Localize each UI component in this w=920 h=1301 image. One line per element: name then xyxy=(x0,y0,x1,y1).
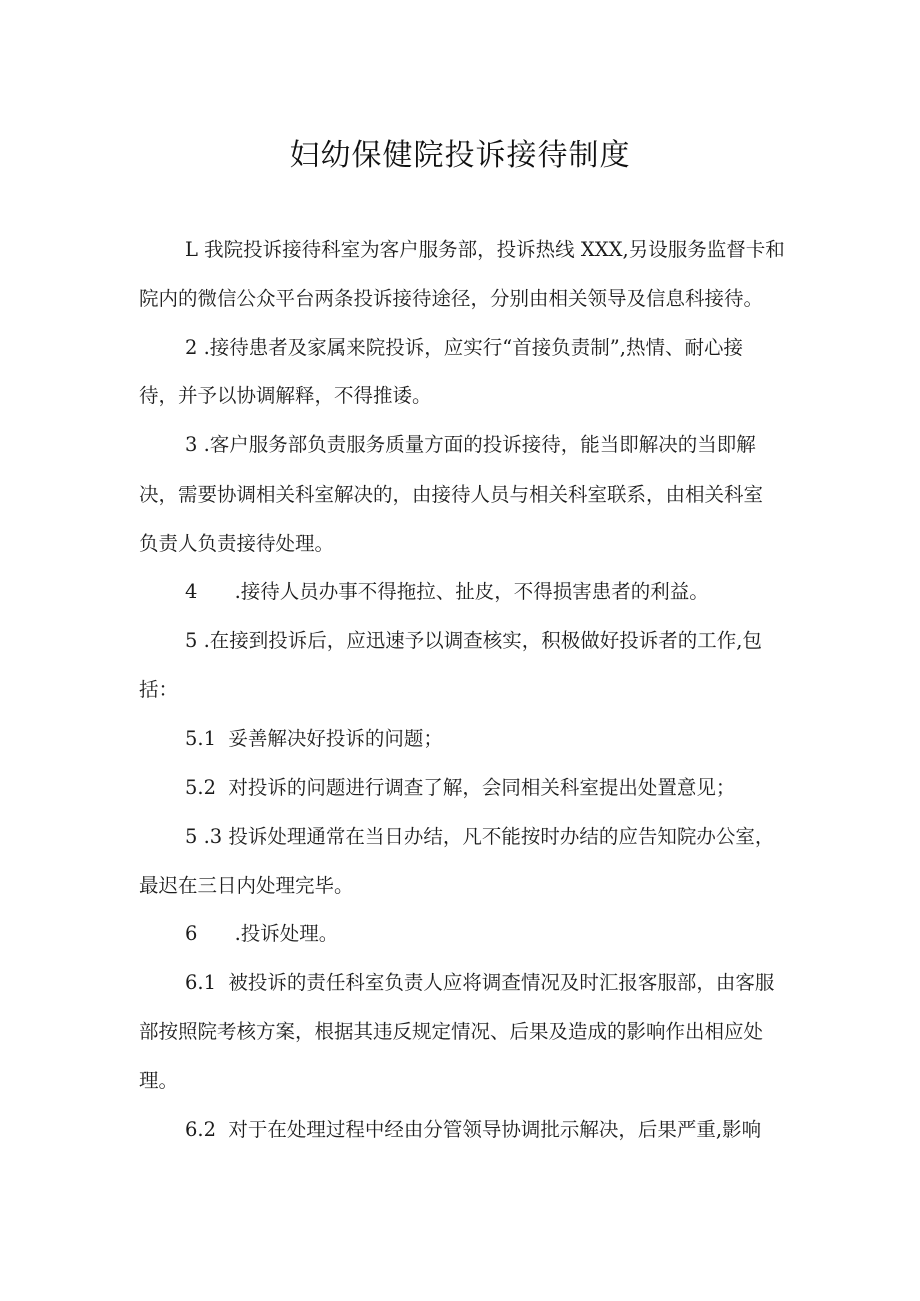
text-line: 负责人负责接待处理。 xyxy=(139,532,335,555)
text-line: 5.2 对投诉的问题进行调查了解，会同相关科室提出处置意见； xyxy=(185,776,736,799)
text-line: 5 .3 投诉处理通常在当日办结，凡不能按时办结的应告知院办公室， xyxy=(185,825,775,848)
text-line: 括： xyxy=(139,678,179,701)
text-line: 决，需要协调相关科室解决的，由接待人员与相关科室联系，由相关科室 xyxy=(139,483,764,506)
text-line: 6 .投诉处理。 xyxy=(185,922,339,945)
text-line: L 我院投诉接待科室为客户服务部，投诉热线 XXX,另设服务监督卡和 xyxy=(185,238,785,261)
text-line: 待，并予以协调解释，不得推诿。 xyxy=(139,384,432,407)
text-line: 6.1 被投诉的责任科室负责人应将调查情况及时汇报客服部，由客服 xyxy=(185,971,775,994)
text-line: 4 .接待人员办事不得拖拉、扯皮，不得损害患者的利益。 xyxy=(185,580,709,603)
document-title: 妇幼保健院投诉接待制度 xyxy=(289,138,631,173)
text-line: 最迟在三日内处理完毕。 xyxy=(139,874,354,897)
text-line: 5 .在接到投诉后，应迅速予以调查核实，积极做好投诉者的工作,包 xyxy=(185,629,763,652)
text-line: 院内的微信公众平台两条投诉接待途径，分别由相关领导及信息科接待。 xyxy=(139,287,764,310)
text-line: 2 .接待患者及家属来院投诉，应实行“首接负责制”,热情、耐心接 xyxy=(185,336,743,359)
text-line: 3 .客户服务部负责服务质量方面的投诉接待，能当即解决的当即解 xyxy=(185,433,756,456)
text-line: 部按照院考核方案，根据其违反规定情况、后果及造成的影响作出相应处 xyxy=(139,1020,764,1043)
text-line: 理。 xyxy=(139,1069,179,1092)
text-line: 6.2 对于在处理过程中经由分管领导协调批示解决，后果严重,影响 xyxy=(185,1118,762,1141)
text-line: 5.1 妥善解决好投诉的问题； xyxy=(185,727,443,750)
